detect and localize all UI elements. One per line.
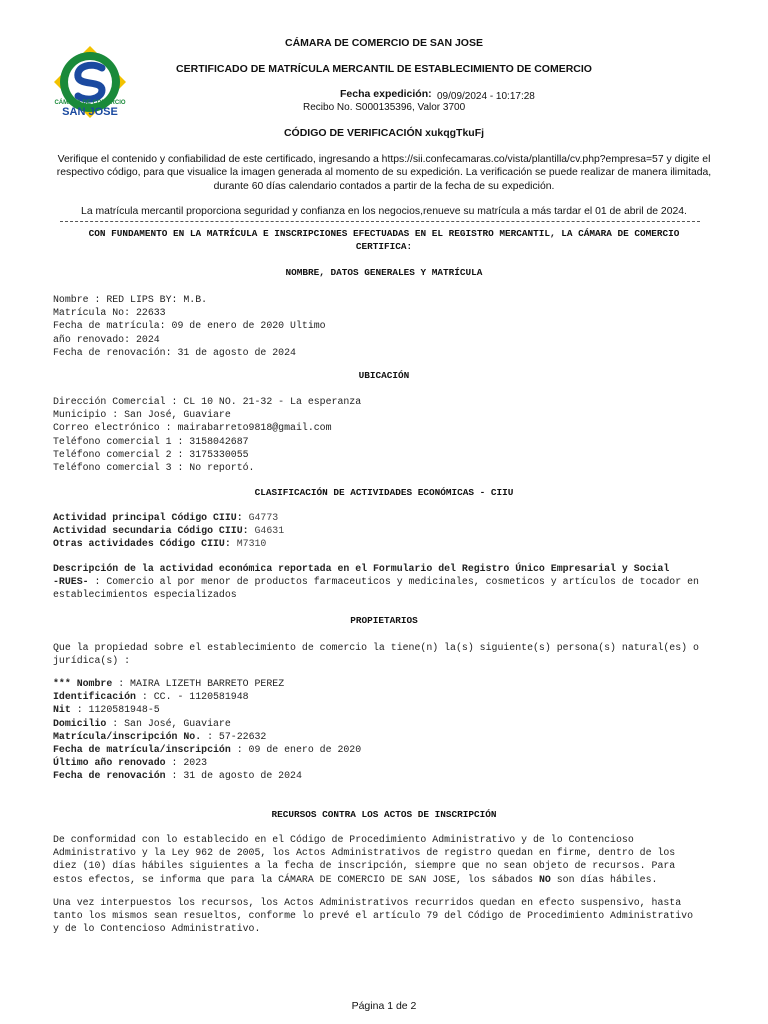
ciiu-principal-label: Actividad principal Código CIIU: <box>53 512 243 523</box>
recursos-paragraph-2 <box>53 896 693 936</box>
descripcion-value: establecimientos especializados <box>53 589 237 601</box>
recibo: Recibo No. S000135396, Valor 3700 <box>303 102 466 113</box>
propietario-block <box>53 677 361 783</box>
propietario-row <box>53 730 361 743</box>
propietario-row <box>53 690 361 703</box>
ciiu-secundaria-value: G4631 <box>254 525 285 537</box>
matricula-line: Matrícula No: 22633 <box>53 307 166 319</box>
ciiu-secundaria-label: Actividad secundaria Código CIIU: <box>53 525 249 537</box>
fecha-renovacion-line: Fecha de renovación: 31 de agosto de 2024 <box>53 346 296 358</box>
recursos-paragraph-1 <box>53 833 675 886</box>
row-label: Último año renovado <box>53 757 166 769</box>
row-value: : 31 de agosto de 2024 <box>165 770 302 782</box>
paragraph-line: De conformidad con lo establecido en el Código de Procedimiento Administrativo y de lo Contencioso <box>53 834 634 845</box>
row-label: Fecha de matrícula/inscripción <box>53 744 231 756</box>
certificate-title: CERTIFICADO DE MATRÍCULA MERCANTIL DE ESTABLECIMIENTO DE COMERCIO <box>176 63 592 75</box>
paragraph-line: son días hábiles. <box>550 873 658 885</box>
actividad-descripcion <box>53 562 699 602</box>
descripcion-value: : Comercio al por menor de productos farmaceuticos y medicinales, cosmeticos y artículos de tocador en <box>88 576 699 588</box>
descripcion-label: Descripción de la actividad económica reportada en el Formulario del Registro Único Empresarial y Social <box>53 563 670 574</box>
row-value: : 2023 <box>165 757 208 769</box>
ciiu-block <box>53 511 284 551</box>
telefono-line: Teléfono comercial 1 : 3158042687 <box>53 435 249 447</box>
verify-line: respectivo código, para que visualice la imagen generada al momento de su expedición. La verificación se puede realizar de manera ilimitada, <box>56 167 712 179</box>
ciiu-otras-value: M7310 <box>236 538 267 550</box>
row-label: Matrícula/inscripción No. <box>53 730 202 742</box>
row-label: Nit <box>53 704 71 716</box>
fecha-matricula-line: Fecha de matrícula: 09 de enero de 2020 Ultimo <box>53 320 326 332</box>
paragraph-line: estos efectos, se informa que para la CÁMARA DE COMERCIO DE SAN JOSE, los sábados <box>53 873 539 885</box>
ciiu-principal-value: G4773 <box>248 512 279 523</box>
propietario-row <box>53 769 361 782</box>
fecha-label: Fecha expedición: <box>340 88 432 100</box>
page-number: Página 1 de 2 <box>351 1000 417 1012</box>
paragraph-line: diez (10) días hábiles siguientes a la fecha de inscripción, siempre que no sean objeto de recursos. Para <box>53 860 676 872</box>
paragraph-line: Una vez interpuestos los recursos, los Actos Administrativos recurridos quedan en efecto suspensivo, hasta <box>53 897 682 908</box>
renew-notice: La matrícula mercantil proporciona seguridad y confianza en los negocios,renueve su matrícula a más tardar el 01 de abril de 2024. <box>81 206 687 217</box>
row-value: : 1120581948-5 <box>70 704 160 716</box>
nombre-block <box>53 293 326 359</box>
chamber-name: CÁMARA DE COMERCIO DE SAN JOSE <box>285 37 483 49</box>
correo-line: Correo electrónico : mairabarreto9818@gmail.com <box>53 422 332 434</box>
row-value: : San José, Guaviare <box>106 717 231 729</box>
paragraph-line: y de lo Contencioso Administrativo. <box>53 923 261 935</box>
rues-label: -RUES- <box>53 576 89 588</box>
ciiu-otras-label: Otras actividades Código CIIU: <box>53 538 231 550</box>
intro-line: Que la propiedad sobre el establecimiento de comercio la tiene(n) la(s) siguiente(s) persona(s) natural(es) o <box>53 642 699 653</box>
verify-line: Verifique el contenido y confiabilidad de este certificado, ingresando a https://sii.confecamaras.co/vista/plantilla/cv.php?empresa=57 y digite el <box>57 154 711 165</box>
fundamento-heading <box>20 227 748 253</box>
verify-paragraph <box>30 153 738 193</box>
row-value: : CC. - 1120581948 <box>135 691 249 703</box>
municipio-line: Municipio : San José, Guaviare <box>53 409 231 421</box>
row-label: Fecha de renovación <box>53 770 166 782</box>
telefono-line: Teléfono comercial 3 : No reportó. <box>53 462 255 474</box>
paragraph-line: Administrativo y la Ley 962 de 2005, los Actos Administrativos de registro quedan en firme, dentro de los <box>53 847 676 859</box>
nombre-line: Nombre : RED LIPS BY: M.B. <box>53 294 208 305</box>
telefono-line: Teléfono comercial 2 : 3175330055 <box>53 448 249 460</box>
logo-text-top: CÁMARA DE COMERCIO <box>54 100 126 106</box>
section-title-nombre: NOMBRE, DATOS GENERALES Y MATRÍCULA <box>285 267 483 278</box>
logo-text-bottom: SAN JOSE <box>62 106 118 118</box>
propietario-row <box>53 703 361 716</box>
row-label: *** Nombre <box>53 678 113 689</box>
verification-code: CÓDIGO DE VERIFICACIÓN xukqgTkuFj <box>283 127 485 139</box>
section-title-ubicacion: UBICACIÓN <box>358 370 410 381</box>
row-value: : MAIRA LIZETH BARRETO PEREZ <box>112 678 285 689</box>
propietario-row <box>53 677 361 690</box>
propietarios-intro <box>53 641 699 667</box>
ubicacion-block <box>53 395 361 474</box>
verify-line: durante 60 días calendario contados a partir de la fecha de su expedición. <box>213 180 555 192</box>
row-label: Domicilio <box>53 717 107 729</box>
row-label: Identificación <box>53 691 136 703</box>
section-title-recursos: RECURSOS CONTRA LOS ACTOS DE INSCRIPCIÓN <box>271 809 497 820</box>
ano-renovado-line: año renovado: 2024 <box>53 333 160 345</box>
fecha-value: 09/09/2024 - 10:17:28 <box>437 91 535 102</box>
propietario-row <box>53 743 361 756</box>
direccion-line: Dirección Comercial : CL 10 NO. 21-32 - La esperanza <box>53 396 362 407</box>
section-title-propietarios: PROPIETARIOS <box>350 615 418 626</box>
row-value: : 57-22632 <box>201 730 267 742</box>
paragraph-line: tanto los mismos sean resueltos, conforme lo prevé el artículo 79 del Código de Procedimiento Administrativo <box>53 910 694 922</box>
propietario-row <box>53 756 361 769</box>
fundamento-line: CON FUNDAMENTO EN LA MATRÍCULA E INSCRIPCIONES EFECTUADAS EN EL REGISTRO MERCANTIL, LA CÁMARA DE COMERCIO <box>88 228 680 239</box>
emphasis-no: NO <box>538 873 551 885</box>
section-title-ciiu: CLASIFICACIÓN DE ACTIVIDADES ECONÓMICAS - CIIU <box>254 487 514 498</box>
divider <box>60 221 700 222</box>
propietario-row <box>53 717 361 730</box>
row-value: : 09 de enero de 2020 <box>230 744 362 756</box>
intro-line: jurídica(s) : <box>53 655 131 667</box>
fundamento-line: CERTIFICA: <box>355 241 413 252</box>
